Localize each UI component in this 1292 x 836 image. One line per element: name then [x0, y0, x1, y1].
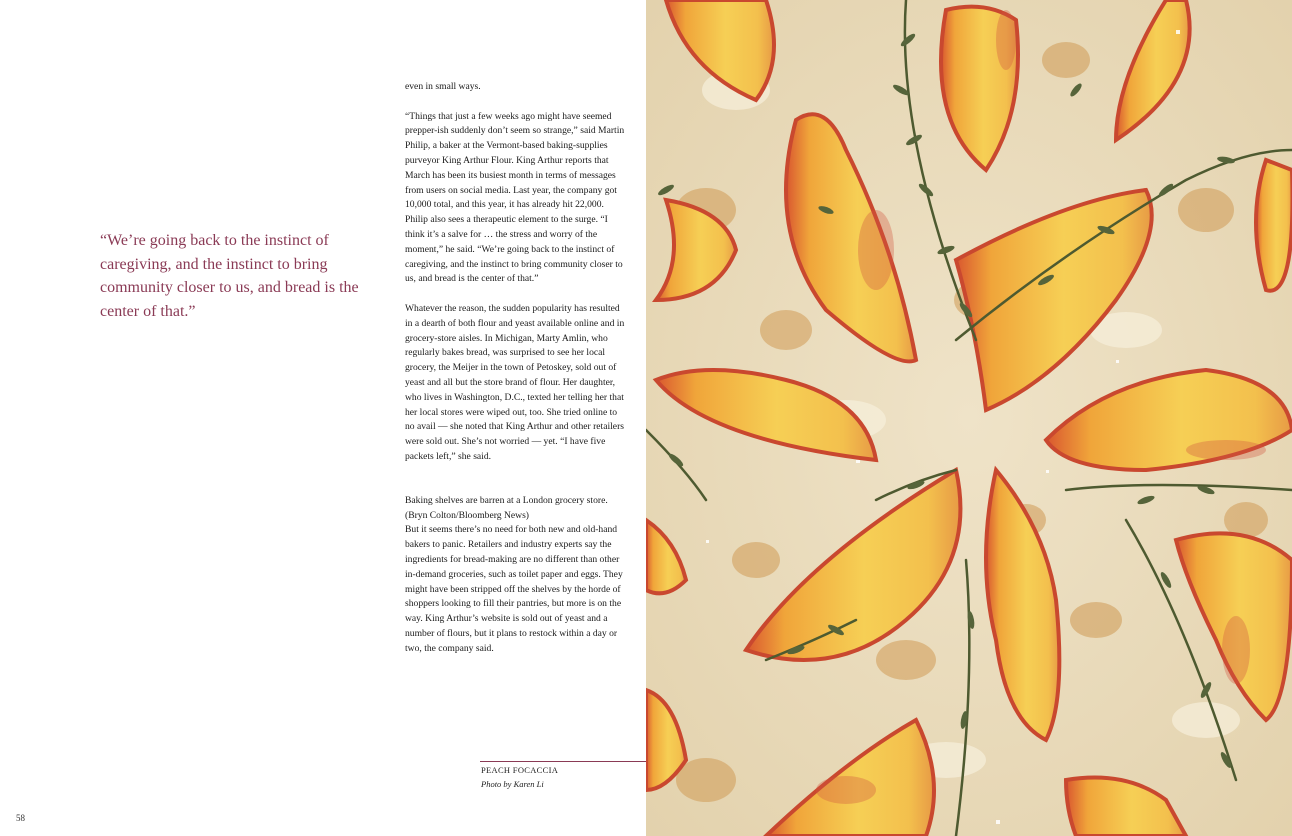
peach-focaccia-photo: [646, 0, 1292, 836]
caption-rule: [480, 761, 646, 762]
photo-caption-title: PEACH FOCACCIA: [481, 765, 559, 775]
article-paragraph: “Things that just a few weeks ago might have seemed prepper-ish suddenly don’t seem so strange,” said Martin Philip, a baker at the Vermont-based baking-supplies purveyor King Arthur Flour. King Arthur reports that March has been its busiest month in terms of messages from users on social media. Last year, the company got 10,000 total, and this year, it has already hit 22,000. Philip also sees a therapeutic element to the surge. “I think it’s a salve for … the stress and worry of the moment,” he said. “We’re going back to the instinct of caregiving, and the instinct to bring community closer to us, and bread is the center of that.”: [405, 110, 625, 285]
focaccia-illustration: [646, 0, 1292, 836]
article-paragraph: Whatever the reason, the sudden popularity has resulted in a dearth of both flour and yeast available online and in grocery-store aisles. In Michigan, Marty Amlin, who regularly bakes bread, was surprised to see her local grocery, the Meijer in the town of Petoskey, sold out of yeast and all but the store brand of flour. Her daughter, who lives in Washington, D.C., texted her telling her that her local stores were wiped out, too. She tried online to no avail — she noted that King Arthur and other retailers were sold out. She’s not worried — yet. “I have five packets left,” she said.: [405, 302, 625, 462]
inline-photo-caption: Baking shelves are barren at a London grocery store. (Bryn Colton/Bloomberg News): [405, 494, 608, 521]
article-paragraph: But it seems there’s no need for both new and old-hand bakers to panic. Retailers and industry experts say the ingredients for bread-making are no different than other in-demand groceries, such as toilet paper and eggs. They might have been stripped off the shelves by the horde of shoppers looking to fill their pantries, but more is on the way. King Arthur’s website is sold out of yeast and a number of flours, but it plans to restock within a day or two, the company said.: [405, 524, 623, 654]
article-paragraph: even in small ways.: [405, 81, 481, 92]
page-number: 58: [16, 813, 25, 823]
pull-quote: “We’re going back to the instinct of caregiving, and the instinct to bring community closer to us, and bread is the center of that.”: [100, 232, 359, 320]
article-body: [405, 80, 625, 656]
photo-credit: Photo by Karen Li: [481, 779, 544, 789]
